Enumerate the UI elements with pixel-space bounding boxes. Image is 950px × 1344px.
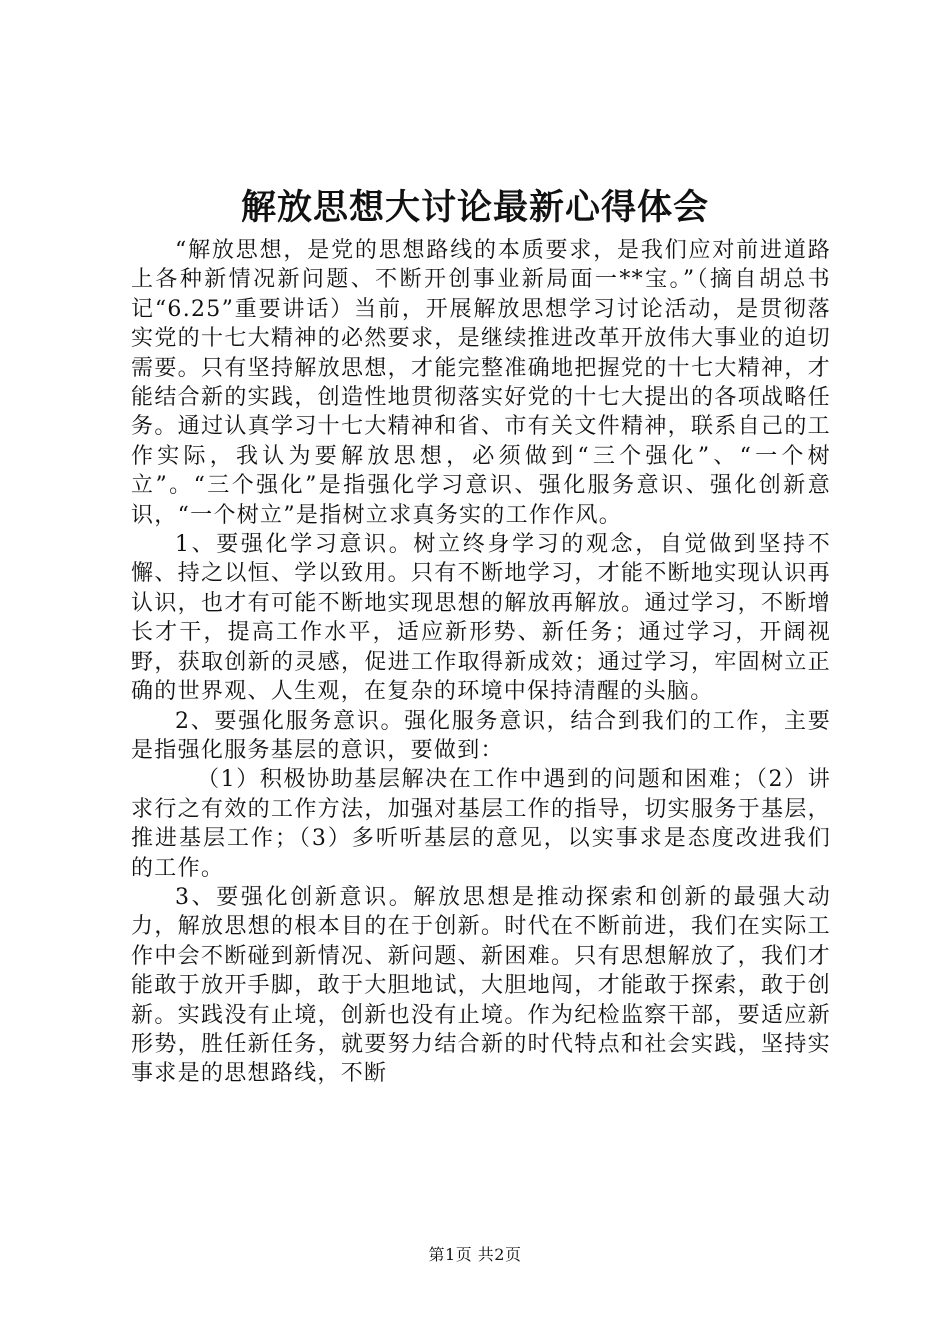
document-body <box>131 236 831 1089</box>
paragraph-service: 2、要强化服务意识。强化服务意识，结合到我们的工作，主要是指强化服务基层的意识，要做到： <box>131 708 831 763</box>
paragraph-innovation: 3、要强化创新意识。解放思想是推动探索和创新的最强大动力，解放思想的根本目的在于创新。时代在不断前进，我们在实际工作中会不断碰到新情况、新问题、新困难。只有思想解放了，我们才能敢于放开手脚，敢于大胆地试，大胆地闯，才能敢于探索，敢于创新。实践没有止境，创新也没有止境。作为纪检监察干部，要适应新形势，胜任新任务，就要努力结合新的时代特点和社会实践，坚持实事求是的思想路线，不断 <box>131 884 831 1087</box>
paragraph-intro: “解放思想，是党的思想路线的本质要求，是我们应对前进道路上各种新情况新问题、不断开创事业新局面一**宝。”（摘自胡总书记“6.25”重要讲话）当前，开展解放思想学习讨论活动，是贯彻落实党的十七大精神的必然要求，是继续推进改革开放伟大事业的迫切需要。只有坚持解放思想，才能完整准确地把握党的十七大精神，才能结合新的实践，创造性地贯彻落实好党的十七大提出的各项战略任务。通过认真学习十七大精神和省、市有关文件精神，联系自己的工作实际，我认为要解放思想，必须做到“三个强化”、“一个树立”。“三个强化”是指强化学习意识、强化服务意识、强化创新意识，“一个树立”是指树立求真务实的工作作风。 <box>131 238 831 528</box>
document-title: 解放思想大讨论最新心得体会 <box>240 188 709 228</box>
paragraph-learning: 1、要强化学习意识。树立终身学习的观念，自觉做到坚持不懈、持之以恒、学以致用。只有不断地学习，才能不断地实现认识再认识，也才有可能不断地实现思想的解放再解放。通过学习，不断增长才干，提高工作水平，适应新形势、新任务；通过学习，开阔视野，获取创新的灵感，促进工作取得新成效；通过学习，牢固树立正确的世界观、人生观，在复杂的环境中保持清醒的头脑。 <box>131 532 831 705</box>
paragraph-service-items: （1）积极协助基层解决在工作中遇到的问题和困难；（2）讲求行之有效的工作方法，加强对基层工作的指导，切实服务于基层，推进基层工作；（3）多听听基层的意见，以实事求是态度改进我们的工作。 <box>131 767 831 881</box>
page-footer: 第1页 共2页 <box>428 1245 522 1264</box>
